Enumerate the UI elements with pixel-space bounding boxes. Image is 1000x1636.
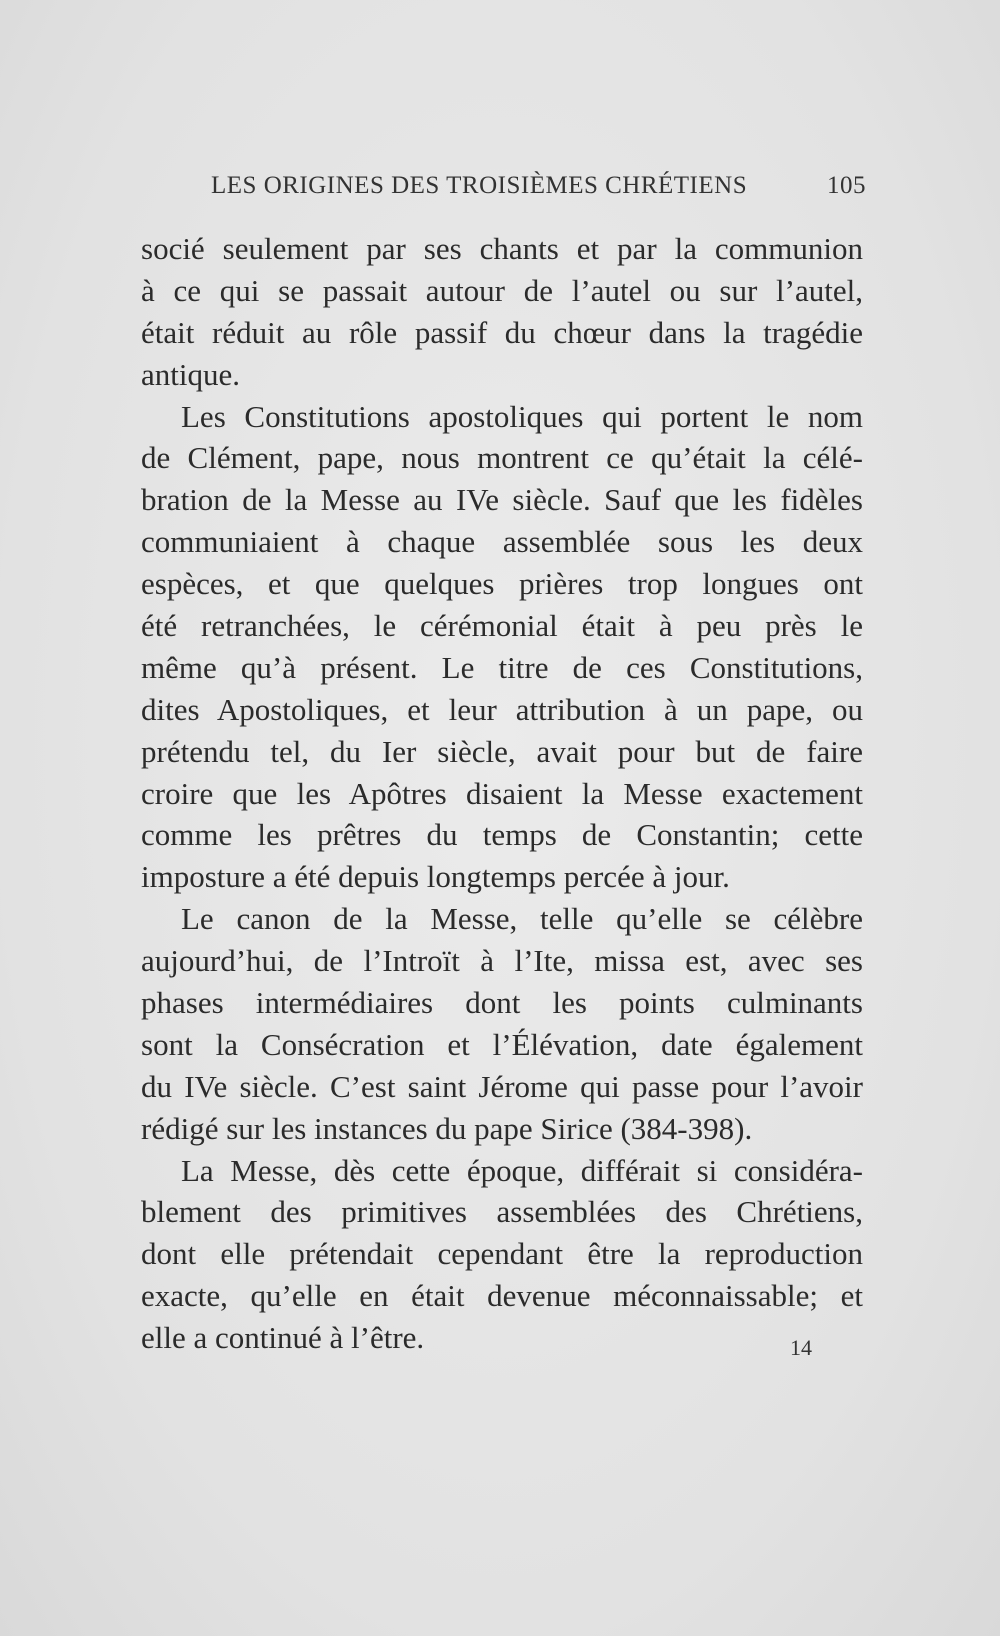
text-line: exacte, qu’elle en était devenue méconnaissable; et	[141, 1278, 863, 1314]
text-line: communiaient à chaque assemblée sous les deux	[141, 524, 863, 560]
text-line: aujourd’hui, de l’Introït à l’Ite, missa est, avec ses	[141, 943, 863, 979]
text-line: dont elle prétendait cependant être la reproduction	[141, 1236, 863, 1272]
text-line: antique.	[141, 356, 240, 392]
text-line: à ce qui se passait autour de l’autel ou sur l’autel,	[141, 272, 863, 308]
text-line: rédigé sur les instances du pape Sirice (384-398).	[141, 1110, 753, 1146]
text-line: même qu’à présent. Le titre de ces Constitutions,	[141, 649, 863, 685]
text-line: dites Apostoliques, et leur attribution à un pape, ou	[141, 691, 863, 727]
text-line: Le canon de la Messe, telle qu’elle se célèbre	[181, 901, 863, 937]
text-line: de Clément, pape, nous montrent ce qu’était la célé-	[141, 440, 863, 476]
text-line: bration de la Messe au IVe siècle. Sauf que les fidèles	[141, 482, 863, 518]
signature-mark: 14	[790, 1335, 812, 1360]
text-line: espèces, et que quelques prières trop longues ont	[141, 566, 863, 602]
text-line: phases intermédiaires dont les points culminants	[141, 985, 863, 1021]
text-line: imposture a été depuis longtemps percée à jour.	[141, 859, 730, 895]
text-line: prétendu tel, du Ier siècle, avait pour but de faire	[141, 733, 863, 769]
page-header	[211, 164, 866, 210]
text-line: elle a continué à l’être.	[141, 1320, 425, 1356]
text-line: été retranchées, le cérémonial était à peu près le	[141, 608, 863, 644]
text-line: blement des primitives assemblées des Chrétiens,	[141, 1194, 863, 1230]
text-line: comme les prêtres du temps de Constantin; cette	[141, 817, 863, 853]
text-line: sont la Consécration et l’Élévation, date également	[141, 1026, 863, 1062]
body-text	[141, 228, 863, 1359]
text-line: La Messe, dès cette époque, différait si considéra-	[181, 1152, 863, 1188]
page-number: 105	[827, 172, 866, 199]
text-line: du IVe siècle. C’est saint Jérome qui passe pour l’avoir	[141, 1068, 863, 1104]
text-line: croire que les Apôtres disaient la Messe exactement	[141, 775, 863, 811]
text-line: Les Constitutions apostoliques qui portent le nom	[181, 398, 863, 434]
running-title: LES ORIGINES DES TROISIÈMES CHRÉTIENS	[211, 172, 748, 199]
text-line: socié seulement par ses chants et par la communion	[141, 231, 863, 266]
text-line: était réduit au rôle passif du chœur dans la tragédie	[141, 314, 863, 350]
